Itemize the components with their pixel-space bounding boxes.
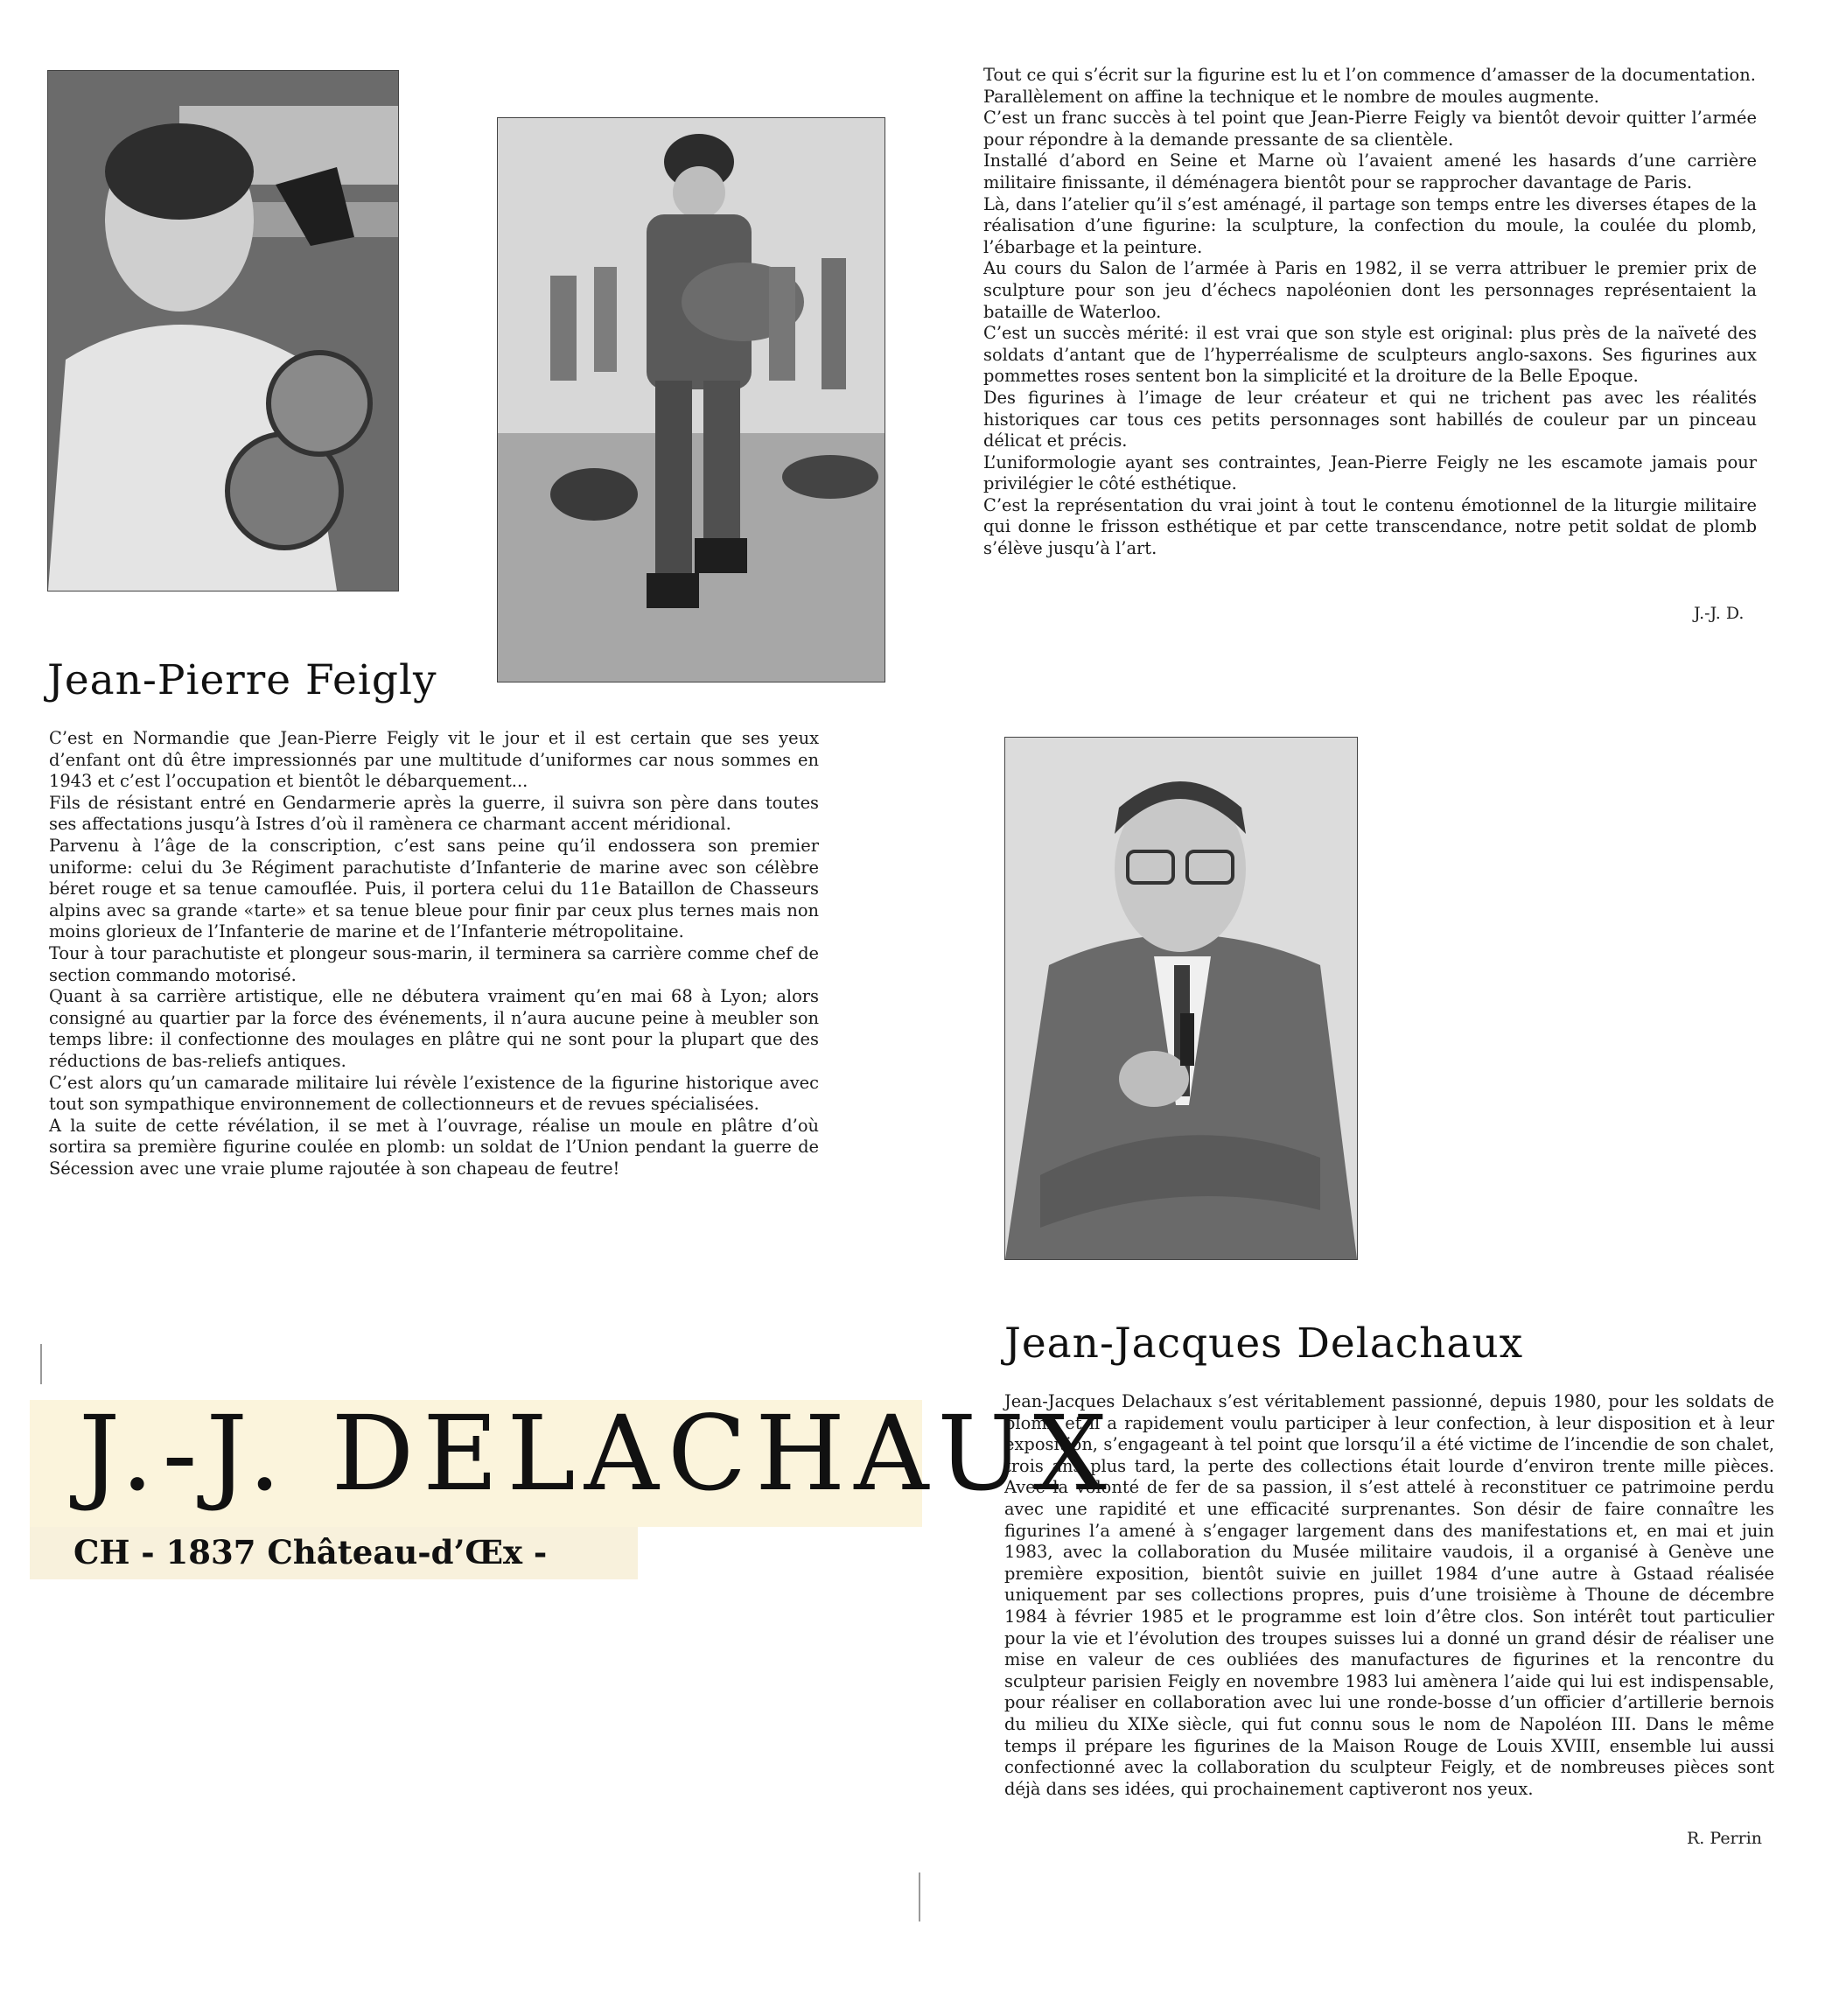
feigly-body-text <box>49 728 819 1180</box>
feigly-signature: J.-J. D. <box>1694 604 1745 623</box>
feigly-cont-p1: Tout ce qui s’écrit sur la figurine est lu et l’on commence d’amasser de la documentation. <box>983 65 1756 85</box>
feigly-p2: Fils de résistant entré en Gendarmerie après la guerre, il suivra son père dans toutes ses affectations jusqu’à Istres d’où il ramènera ce charmant accent méridional. <box>49 792 819 835</box>
feigly-p5: Quant à sa carrière artistique, elle ne débutera vraiment qu’en mai 68 à Lyon; alors consigné au quartier par la force des événements, il n’aura aucune peine à meubler son temps libre: il confectionne des moulages en plâtre qui ne sont pour la plupart que des réductions de bas-reliefs antiques. <box>49 986 819 1071</box>
scan-rule-bottom <box>919 1872 920 1922</box>
feigly-p3: Parvenu à l’âge de la conscription, c’est sans peine qu’il endossera son premier uniforme: celui du 3e Régiment parachutiste d’Infanterie de marine avec son célèbre béret rouge et sa tenue camouflée. Puis, il portera celui du 11e Bataillon de Chasseurs alpins avec sa grande «tarte» et sa tenue bleue pour finir par ceux plus ternes mais non moins glorieux de l’Infanterie de marine et de l’Infanterie métropolitaine. <box>49 835 819 942</box>
stamp-name: J.-J. DELACHAUX <box>79 1393 1115 1514</box>
scan-rule-left <box>40 1344 42 1384</box>
photo-feigly-paratrooper <box>497 117 885 682</box>
feigly-title: Jean-Pierre Feigly <box>47 656 437 704</box>
delachaux-signature: R. Perrin <box>1687 1829 1763 1848</box>
delachaux-p1: Jean-Jacques Delachaux s’est véritablement passionné, depuis 1980, pour les soldats de plomb et il a rapidement voulu participer à leur confection, à leur disposition et à leur exposition, s’engageant à tel point que lorsqu’il a été victime de l’incendie de son chalet, trois ans plus tard, la perte des collections était lourde d’environ trente mille pièces. Avec la volonté de fer de sa passion, il s’est attelé à reconstituer ce patrimoine perdu avec une rapidité et une efficacité surprenantes. Son désir de faire connaître les figurines l’a amené à s’engager largement dans des manifestations et, en mai et juin 1983, avec la collaboration du Musée militaire vaudois, il a organisé à Genève une première exposition, bientôt suivie en juillet 1984 d’une autre à Gstaad réalisée uniquement par ses collections propres, puis d’une troisième à Thoune de décembre 1984 à février 1985 et le programme est loin d’être clos. Son intérêt tout particulier pour la vie et l’évolution des troupes suisses lui a donné un grand désir de réaliser une mise en valeur de ces oubliées des manufactures de figurines et la rencontre du sculpteur parisien Feigly en novembre 1983 lui amènera l’aide qui lui est indispensable, pour réaliser en collaboration avec lui une ronde-bosse d’un officier d’artillerie bernois du milieu du XIXe siècle, qui fut connu sous le nom de Napoléon III. Dans le même temps il prépare les figurines de la Maison Rouge de Louis XVIII, ensemble lui aussi confectionné avec la collaboration du sculpteur Feigly, et de nombreuses pièces sont déjà dans ses idées, qui prochainement captiveront nos yeux. <box>1004 1391 1774 1799</box>
feigly-cont-p2: Parallèlement on affine la technique et le nombre de moules augmente. <box>983 86 1599 107</box>
stamp-address: CH - 1837 Château-d’Œx - <box>73 1533 548 1572</box>
feigly-continuation-text <box>983 65 1757 560</box>
feigly-cont-p6: Au cours du Salon de l’armée à Paris en 1982, il se verra attribuer le premier prix de sculpture pour son jeu d’échecs napoléonien dont les personnages représentaient la bataille de Waterloo. <box>983 258 1757 322</box>
feigly-cont-p4: Installé d’abord en Seine et Marne où l’avaient amené les hasards d’une carrière militaire finissante, il déménagera bientôt pour se rapprocher davantage de Paris. <box>983 150 1757 192</box>
feigly-cont-p8: Des figurines à l’image de leur créateur et qui ne trichent pas avec les réalités historiques car tous ces petits personnages sont habillés de couleur par un pinceau délicat et précis. <box>983 387 1757 452</box>
feigly-cont-p10: C’est la représentation du vrai joint à tout le contenu émotionnel de la liturgie militaire qui donne le frisson esthétique et par cette transcendance, notre petit soldat de plomb s’élève jusqu’à l’art. <box>983 494 1757 559</box>
feigly-p6: C’est alors qu’un camarade militaire lui révèle l’existence de la figurine historique avec tout son sympathique environnement de collectionneurs et de revues spécialisées. <box>49 1072 819 1115</box>
feigly-cont-p7: C’est un succès mérité: il est vrai que son style est original: plus près de la naïveté des soldats d’antant que de l’hyperréalisme de sculpteurs anglo-saxons. Ses figurines aux pommettes roses sentent bon la simplicité et la droiture de la Belle Epoque. <box>983 323 1757 387</box>
feigly-cont-p3: C’est un franc succès à tel point que Jean-Pierre Feigly va bientôt devoir quitter l’armée pour répondre à la demande pressante de sa clientèle. <box>983 108 1757 150</box>
delachaux-title: Jean-Jacques Delachaux <box>1004 1320 1524 1368</box>
feigly-p7: A la suite de cette révélation, il se met à l’ouvrage, réalise un moule en plâtre d’où sortira sa première figurine coulée en plomb: un soldat de l’Union pendant la guerre de Sécession avec une vraie plume rajoutée à son chapeau de feutre! <box>49 1115 819 1179</box>
feigly-cont-p5: Là, dans l’atelier qu’il s’est aménagé, il partage son temps entre les diverses étapes de la réalisation d’une figurine: la sculpture, la confection du moule, la coulée du plomb, l’ébarbage et la peinture. <box>983 193 1757 257</box>
delachaux-body-text <box>1004 1391 1774 1800</box>
feigly-cont-p9: L’uniformologie ayant ses contraintes, Jean-Pierre Feigly ne les escamote jamais pour privilégier le côté esthétique. <box>983 452 1757 494</box>
feigly-p1: C’est en Normandie que Jean-Pierre Feigly vit le jour et il est certain que ses yeux d’enfant ont dû être impressionnés par une multitude d’uniformes car nous sommes en 1943 et c’est l’occupation et bientôt le débarquement... <box>49 728 819 792</box>
photo-delachaux-portrait <box>1004 737 1358 1260</box>
photo-feigly-workshop <box>47 70 399 592</box>
feigly-p4: Tour à tour parachutiste et plongeur sous-marin, il terminera sa carrière comme chef de section commando motorisé. <box>49 942 819 985</box>
